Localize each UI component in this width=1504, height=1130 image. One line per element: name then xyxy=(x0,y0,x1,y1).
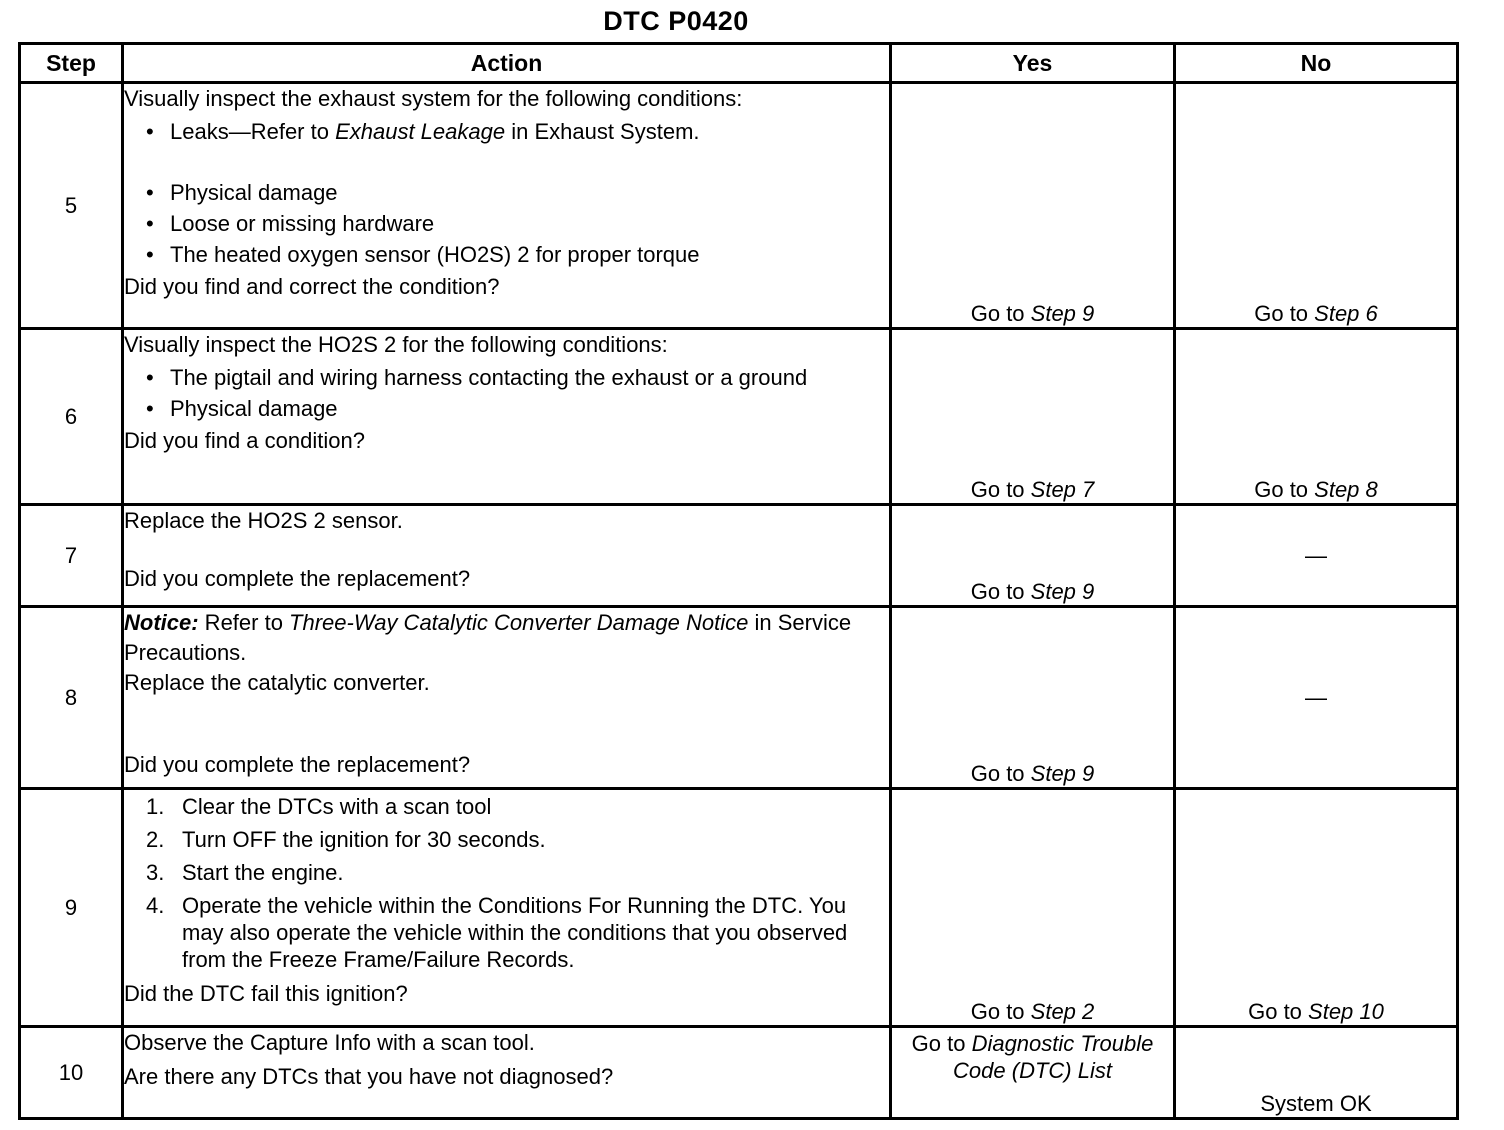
step-link: Step 7 xyxy=(1030,477,1095,502)
no-cell: Go to Step 6 xyxy=(1175,83,1458,329)
list-item: • The heated oxygen sensor (HO2S) 2 for proper torque xyxy=(124,241,889,268)
yes-cell: Go to Step 9 xyxy=(891,505,1175,607)
action-intro: Replace the HO2S 2 sensor. xyxy=(124,508,403,533)
action-question: Did you complete the replacement? xyxy=(124,752,471,777)
step-link: Step 8 xyxy=(1314,477,1378,502)
action-question: Did you complete the replacement? xyxy=(124,566,471,591)
step-number: 10 xyxy=(20,1027,123,1119)
action-question: Did you find and correct the condition? xyxy=(124,274,500,299)
action-question: Did the DTC fail this ignition? xyxy=(124,981,408,1006)
list-item: • Physical damage xyxy=(124,179,889,206)
action-cell xyxy=(123,789,891,1027)
condition-list xyxy=(124,118,889,268)
step-link: Step 6 xyxy=(1314,301,1378,326)
step-link: Step 2 xyxy=(1030,999,1095,1024)
notice-label: Notice: xyxy=(124,610,199,635)
action-intro: Visually inspect the HO2S 2 for the following conditions: xyxy=(124,332,668,357)
header-action: Action xyxy=(123,44,891,83)
no-cell: Go to Step 8 xyxy=(1175,329,1458,505)
step-number: 7 xyxy=(20,505,123,607)
list-item: 2. Turn OFF the ignition for 30 seconds. xyxy=(146,827,546,852)
no-cell: — xyxy=(1175,607,1458,789)
step-number: 6 xyxy=(20,329,123,505)
action-intro: Replace the catalytic converter. xyxy=(124,670,430,695)
step-number: 9 xyxy=(20,789,123,1027)
action-cell xyxy=(123,1027,891,1119)
step-link: Step 9 xyxy=(1030,301,1095,326)
dtc-list-link: Diagnostic Trouble Code (DTC) List xyxy=(953,1031,1154,1083)
step-number: 5 xyxy=(20,83,123,329)
no-cell: System OK xyxy=(1175,1027,1458,1119)
list-item: 1. Clear the DTCs with a scan tool xyxy=(146,794,492,819)
header-row xyxy=(20,44,1458,83)
list-item: 4. Operate the vehicle within the Conditions For Running the DTC. You may also operate the vehicle within the conditions that you observed from the Freeze Frame/Failure Records. xyxy=(146,893,848,972)
table-row xyxy=(20,1027,1458,1119)
step-number: 8 xyxy=(20,607,123,789)
list-item: • The pigtail and wiring harness contacting the exhaust or a ground xyxy=(124,364,889,391)
page-title: DTC P0420 xyxy=(603,6,749,36)
header-yes: Yes xyxy=(891,44,1175,83)
header-step: Step xyxy=(20,44,123,83)
yes-cell: Go to Step 9 xyxy=(891,607,1175,789)
table-row xyxy=(20,505,1458,607)
action-cell xyxy=(123,607,891,789)
action-cell xyxy=(123,329,891,505)
action-question: Are there any DTCs that you have not diagnosed? xyxy=(124,1064,614,1089)
procedure-list xyxy=(124,793,889,973)
notice-text: Notice: Refer to Three-Way Catalytic Converter Damage Notice in Service Precautions. xyxy=(124,610,852,665)
table-row xyxy=(20,607,1458,789)
list-item: • Loose or missing hardware xyxy=(124,210,889,237)
no-cell: Go to Step 10 xyxy=(1175,789,1458,1027)
list-item: • Physical damage xyxy=(124,395,889,422)
table-row xyxy=(20,329,1458,505)
condition-list xyxy=(124,364,889,422)
header-no: No xyxy=(1175,44,1458,83)
yes-cell: Go to Step 7 xyxy=(891,329,1175,505)
action-intro: Visually inspect the exhaust system for the following conditions: xyxy=(124,86,743,111)
table-row xyxy=(20,83,1458,329)
action-cell xyxy=(123,505,891,607)
action-question: Did you find a condition? xyxy=(124,428,365,453)
yes-cell: Go to Step 2 xyxy=(891,789,1175,1027)
action-intro: Observe the Capture Info with a scan tool. xyxy=(124,1030,535,1055)
step-link: Step 9 xyxy=(1030,761,1095,786)
list-item: • Leaks—Refer to Exhaust Leakage in Exhaust System. xyxy=(124,118,889,145)
yes-cell: Go to Diagnostic Trouble Code (DTC) List xyxy=(891,1027,1175,1119)
step-link: Step 9 xyxy=(1030,579,1095,604)
list-item: 3. Start the engine. xyxy=(146,860,344,885)
action-cell xyxy=(123,83,891,329)
yes-cell: Go to Step 9 xyxy=(891,83,1175,329)
table-row xyxy=(20,789,1458,1027)
step-link: Step 10 xyxy=(1308,999,1384,1024)
dtc-table xyxy=(18,42,1459,1120)
no-cell: — xyxy=(1175,505,1458,607)
